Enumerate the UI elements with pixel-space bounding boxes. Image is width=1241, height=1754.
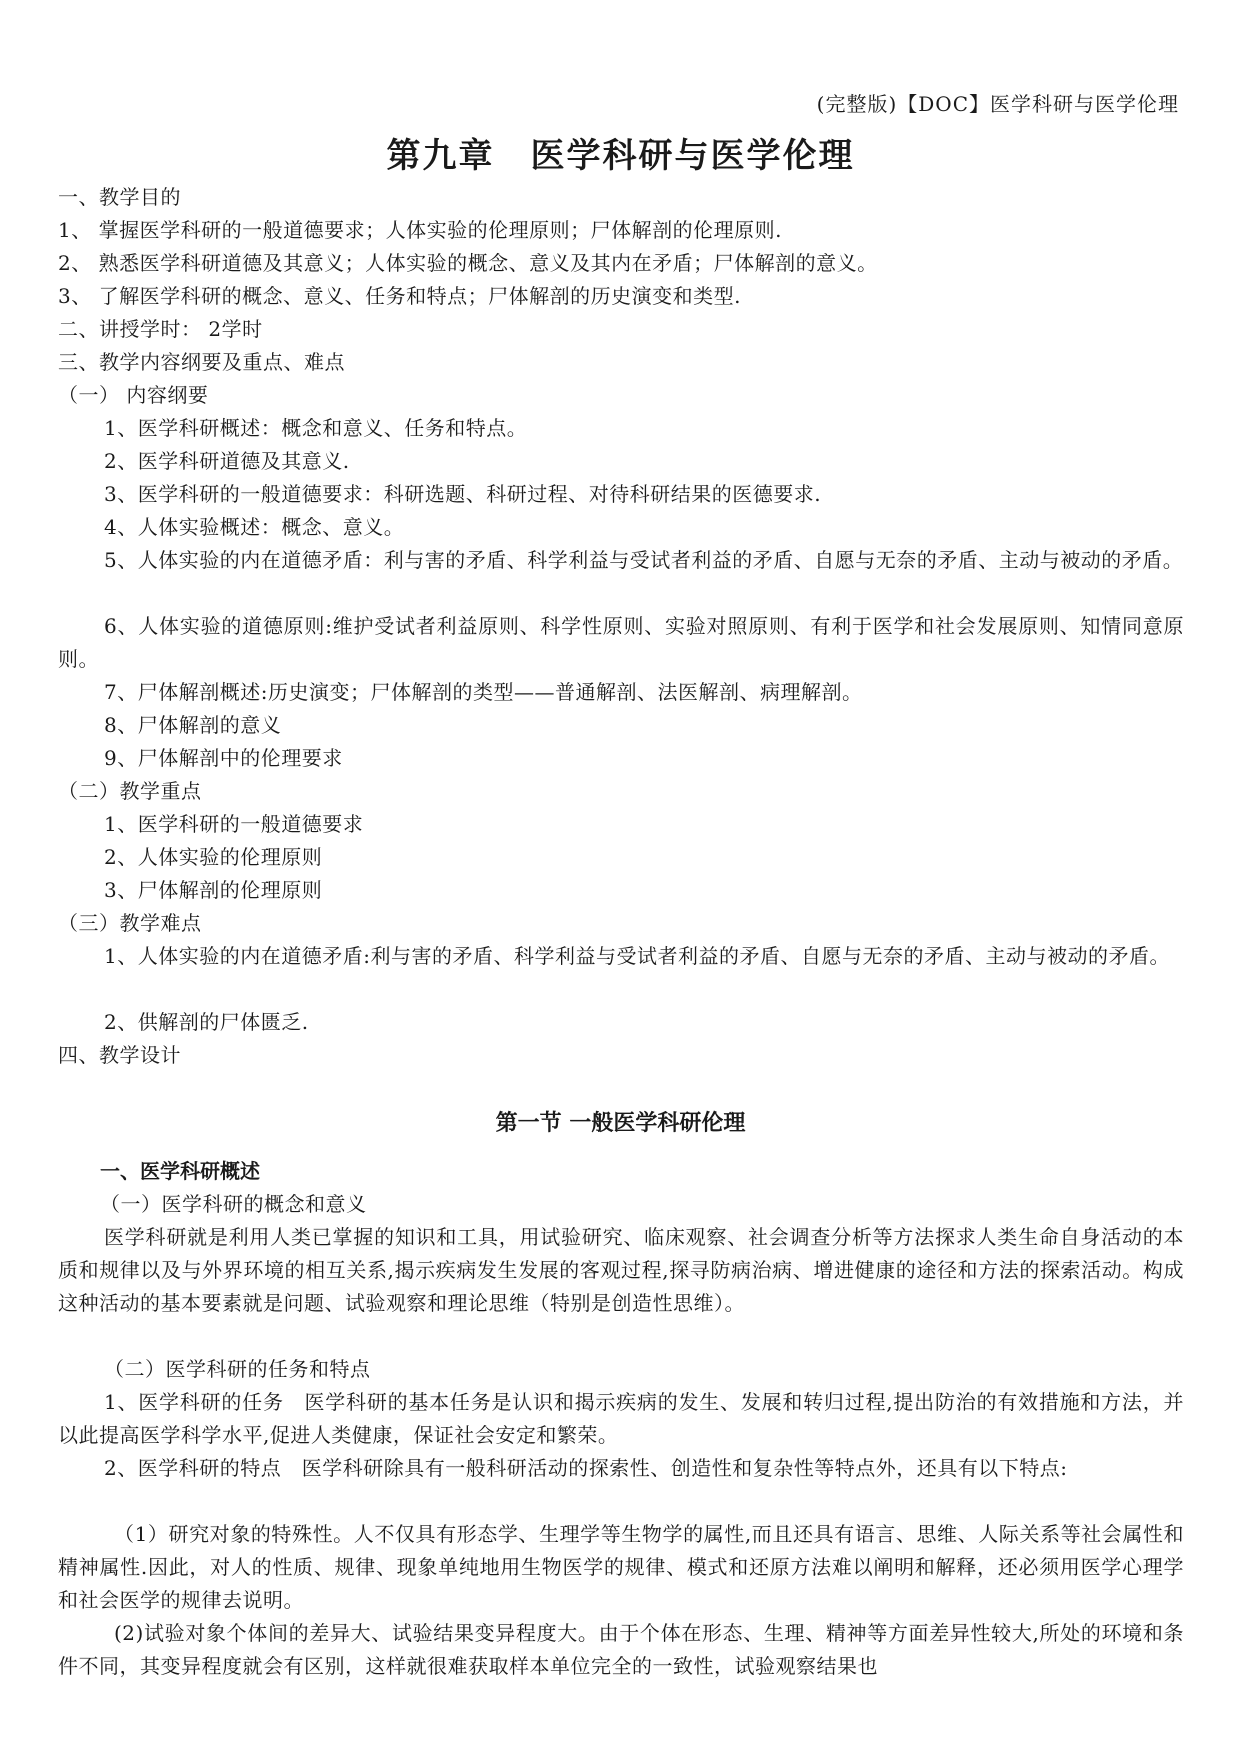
chapter-title: 第九章 医学科研与医学伦理 (386, 136, 855, 176)
tasks-heading: （二）医学科研的任务和特点 (104, 1357, 371, 1381)
goal-item: 1、 掌握医学科研的一般道德要求；人体实验的伦理原则；尸体解剖的伦理原则. (58, 218, 782, 242)
outline-item: 4、人体实验概述：概念、意义。 (104, 515, 405, 539)
feature-item: (2)试验对象个体间的差异大、试验结果变异程度大。由于个体在形态、生理、精神等方面差异性较大,所处的环境和条件不同，其变异程度就会有区别，这样就很难获取样本单位完全的一致性，试验观察结果也 (58, 1621, 1184, 1678)
key-point-item: 3、尸体解剖的伦理原则 (104, 878, 323, 902)
difficulty-item: 1、人体实验的内在道德矛盾:利与害的矛盾、科学利益与受试者利益的矛盾、自愿与无奈的矛盾、主动与被动的矛盾。 (104, 944, 1170, 968)
outline-item: 7、尸体解剖概述:历史演变；尸体解剖的类型——普通解剖、法医解剖、病理解剖。 (104, 680, 863, 704)
key-point-item: 1、医学科研的一般道德要求 (104, 812, 364, 836)
goals-heading: 一、教学目的 (58, 185, 181, 209)
outline-item: 5、人体实验的内在道德矛盾：利与害的矛盾、科学利益与受试者利益的矛盾、自愿与无奈的矛盾、主动与被动的矛盾。 (104, 548, 1184, 572)
content-outline-heading: （一） 内容纲要 (58, 383, 209, 407)
section-title: 第一节 一般医学科研伦理 (495, 1111, 746, 1136)
key-points-heading: （二）教学重点 (58, 779, 202, 803)
key-point-item: 2、人体实验的伦理原则 (104, 845, 323, 869)
header-note: (完整版)【DOC】医学科研与医学伦理 (816, 92, 1179, 116)
task-paragraph: 1、医学科研的任务 医学科研的基本任务是认识和揭示疾病的发生、发展和转归过程,提出防治的有效措施和方法，并以此提高医学科学水平,促进人类健康，保证社会安定和繁荣。 (58, 1390, 1184, 1447)
outline-item: 9、尸体解剖中的伦理要求 (104, 746, 343, 770)
concept-paragraph: 医学科研就是利用人类已掌握的知识和工具，用试验研究、临床观察、社会调查分析等方法探求人类生命自身活动的本质和规律以及与外界环境的相互关系,揭示疾病发生发展的客观过程,探寻防病治病、增进健康的途径和方法的探索活动。构成这种活动的基本要素就是问题、试验观察和理论思维（特别是创造性思维）。 (58, 1225, 1184, 1315)
feature-item: （1）研究对象的特殊性。人不仅具有形态学、生理学等生物学的属性,而且还具有语言、思维、人际关系等社会属性和精神属性.因此，对人的性质、规律、现象单纯地用生物医学的规律、模式和还原方法难以阐明和解释，还必须用医学心理学和社会医学的规律去说明。 (58, 1522, 1184, 1612)
design-heading: 四、教学设计 (58, 1043, 181, 1067)
outline-item: 6、人体实验的道德原则:维护受试者利益原则、科学性原则、实验对照原则、有利于医学和社会发展原则、知情同意原则。 (58, 614, 1184, 671)
goal-item: 3、 了解医学科研的概念、意义、任务和特点；尸体解剖的历史演变和类型. (58, 284, 741, 308)
feature-paragraph: 2、医学科研的特点 医学科研除具有一般科研活动的探索性、创造性和复杂性等特点外，还具有以下特点: (104, 1456, 1068, 1480)
outline-heading: 三、教学内容纲要及重点、难点 (58, 350, 345, 374)
outline-item: 1、医学科研概述：概念和意义、任务和特点。 (104, 416, 528, 440)
outline-item: 8、尸体解剖的意义 (104, 713, 282, 737)
outline-item: 2、医学科研道德及其意义. (104, 449, 350, 473)
difficulties-heading: （三）教学难点 (58, 911, 202, 935)
outline-item: 3、医学科研的一般道德要求：科研选题、科研过程、对待科研结果的医德要求. (104, 482, 822, 506)
concept-heading: （一）医学科研的概念和意义 (100, 1192, 367, 1216)
difficulty-item: 2、供解剖的尸体匮乏. (104, 1010, 309, 1034)
hours-line: 二、讲授学时： 2学时 (58, 317, 263, 341)
goal-item: 2、 熟悉医学科研道德及其意义；人体实验的概念、意义及其内在矛盾；尸体解剖的意义。 (58, 251, 878, 275)
section-subhead: 一、医学科研概述 (100, 1159, 260, 1183)
